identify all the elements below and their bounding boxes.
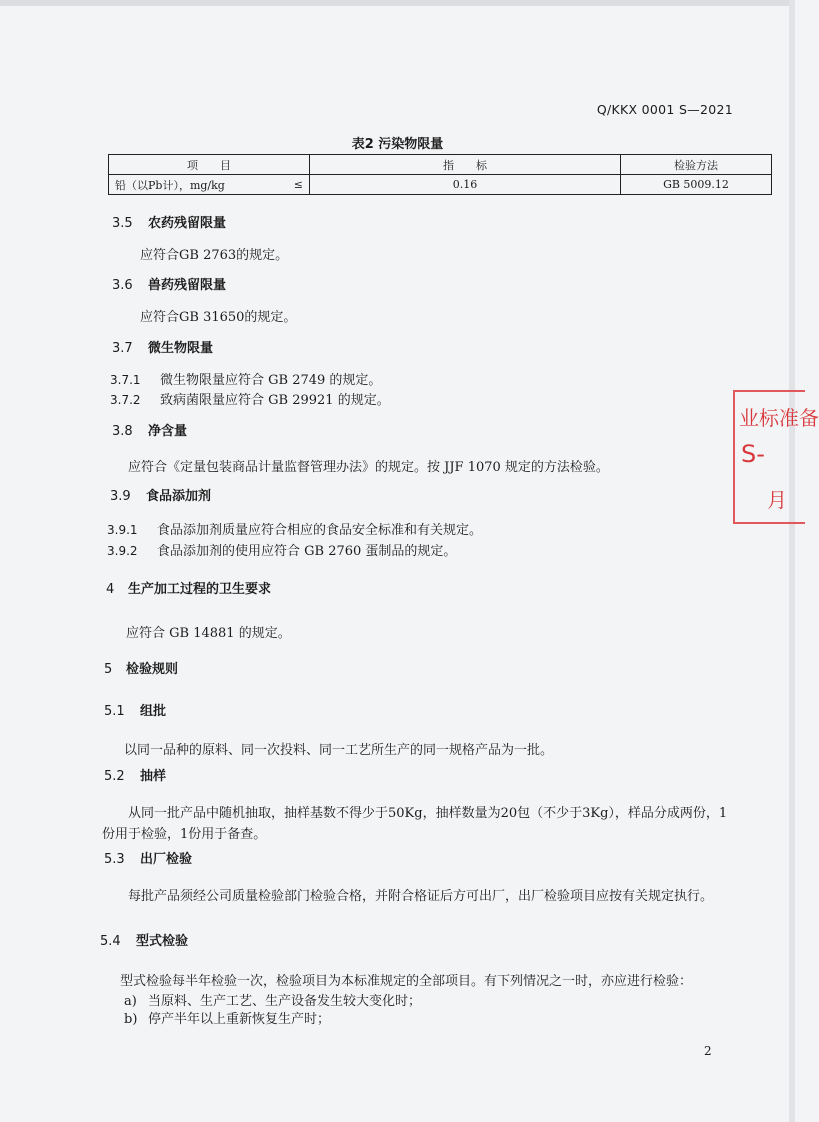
list-item-a	[124, 990, 421, 1009]
section-3-7-heading	[112, 337, 213, 356]
list-item-b	[124, 1008, 330, 1027]
section-number: 5.4	[100, 934, 121, 949]
section-title: 抽样	[140, 769, 167, 784]
scan-top-edge	[0, 0, 795, 6]
chapter-number: 5	[104, 662, 113, 677]
clause-3-7-2	[110, 389, 390, 408]
section-5-4-text: 型式检验每半年检验一次，检验项目为本标准规定的全部项目。有下列情况之一时，亦应进行检验：	[120, 974, 693, 989]
standard-code: Q/KKX 0001 S—2021	[596, 102, 733, 117]
clause-text: 食品添加剂质量应符合相应的食品安全标准和有关规定。	[157, 523, 483, 538]
clause-3-7-1	[110, 369, 381, 388]
chapter-title: 检验规则	[126, 662, 179, 677]
stamp-line-1: 业标准备	[739, 406, 819, 430]
section-title: 组批	[140, 704, 167, 719]
row-method: GB 5009.12	[621, 175, 772, 195]
clause-number: 3.7.1	[110, 373, 141, 387]
clause-text: 食品添加剂的使用应符合 GB 2760 蛋制品的规定。	[157, 544, 457, 559]
row-value: 0.16	[310, 175, 621, 195]
chapter-number: 4	[106, 582, 115, 597]
section-title: 微生物限量	[148, 341, 214, 356]
section-3-8-heading	[112, 420, 187, 439]
chapter-4-heading	[106, 578, 271, 597]
scan-right-edge	[789, 0, 795, 1122]
section-number: 3.6	[112, 278, 133, 293]
clause-number: 3.9.1	[107, 523, 138, 537]
header-method: 检验方法	[621, 155, 772, 175]
list-text: 停产半年以上重新恢复生产时；	[148, 1012, 331, 1027]
row-item: 铅（以Pb计），mg/kg	[115, 178, 225, 192]
section-5-2-text: 从同一批产品中随机抽取，抽样基数不得少于50Kg，抽样数量为20包（不少于3Kg），样品分成两份，1份用于检验，1份用于备查。	[102, 806, 728, 842]
section-number: 5.3	[104, 852, 125, 867]
table-row	[109, 175, 772, 195]
clause-3-9-1	[107, 519, 482, 538]
section-number: 3.8	[112, 424, 133, 439]
chapter-5-heading	[104, 658, 178, 677]
section-title: 型式检验	[136, 934, 189, 949]
section-3-6-heading	[112, 274, 226, 293]
section-5-4-heading	[100, 930, 188, 949]
filing-stamp	[733, 390, 819, 524]
clause-number: 3.9.2	[107, 544, 138, 558]
section-3-6-text: 应符合GB 31650的规定。	[140, 310, 297, 325]
section-number: 3.9	[110, 489, 131, 504]
chapter-title: 生产加工过程的卫生要求	[128, 582, 272, 597]
row-symbol: ≤	[293, 178, 303, 191]
section-3-5-text: 应符合GB 2763的规定。	[140, 248, 289, 263]
clause-number: 3.7.2	[110, 393, 141, 407]
section-number: 3.5	[112, 216, 133, 231]
list-marker: a)	[124, 994, 137, 1009]
section-3-8-text: 应符合《定量包装商品计量监督管理办法》的规定。按 JJF 1070 规定的方法检验。	[128, 460, 609, 475]
section-title: 出厂检验	[140, 852, 193, 867]
header-item: 项 目	[109, 155, 310, 175]
list-text: 当原料、生产工艺、生产设备发生较大变化时；	[148, 994, 422, 1009]
section-5-2-heading	[104, 765, 166, 784]
header-indicator: 指 标	[310, 155, 621, 175]
section-number: 5.2	[104, 769, 125, 784]
stamp-line-2: S-	[741, 440, 765, 468]
section-3-5-heading	[112, 212, 226, 231]
stamp-line-3: 月	[767, 488, 787, 512]
section-number: 5.1	[104, 704, 125, 719]
chapter-4-text: 应符合 GB 14881 的规定。	[126, 626, 291, 641]
section-title: 兽药残留限量	[148, 278, 227, 293]
clause-3-9-2	[107, 540, 456, 559]
section-title: 食品添加剂	[146, 489, 212, 504]
table-header-row	[109, 155, 772, 175]
section-title: 农药残留限量	[148, 216, 227, 231]
row-item-cell	[109, 175, 310, 195]
section-3-9-heading	[110, 485, 211, 504]
section-5-3-text: 每批产品须经公司质量检验部门检验合格，并附合格证后方可出厂，出厂检验项目应按有关规定执行。	[128, 889, 714, 904]
contaminant-limits-table	[108, 154, 772, 195]
clause-text: 致病菌限量应符合 GB 29921 的规定。	[160, 393, 390, 408]
list-marker: b)	[124, 1012, 138, 1027]
clause-text: 微生物限量应符合 GB 2749 的规定。	[160, 373, 382, 388]
section-5-3-heading	[104, 848, 192, 867]
table-caption: 表2 污染物限量	[351, 137, 444, 152]
section-5-1-heading	[104, 700, 166, 719]
section-number: 3.7	[112, 341, 133, 356]
page-number: 2	[704, 1044, 712, 1058]
section-5-1-text: 以同一品种的原料、同一次投料、同一工艺所生产的同一规格产品为一批。	[124, 743, 554, 758]
section-title: 净含量	[148, 424, 188, 439]
